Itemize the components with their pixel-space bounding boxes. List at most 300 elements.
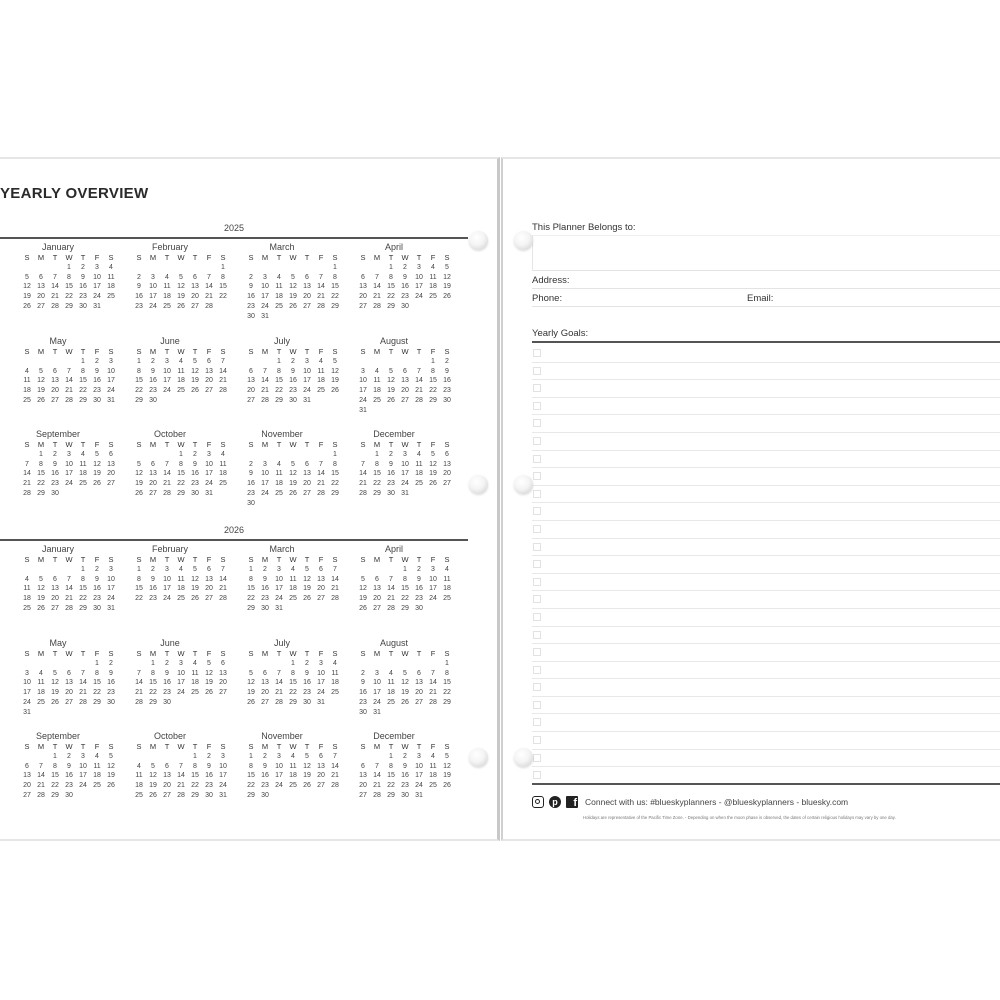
day-cell: 8 bbox=[137, 575, 141, 583]
goal-checkbox[interactable] bbox=[533, 683, 541, 691]
goal-checkbox[interactable] bbox=[533, 578, 541, 586]
day-cell: 10 bbox=[23, 679, 31, 687]
day-cell: 29 bbox=[79, 396, 87, 404]
goal-row[interactable] bbox=[532, 521, 1000, 539]
day-cell: 24 bbox=[149, 302, 157, 310]
day-cell: 20 bbox=[37, 293, 45, 301]
goal-row[interactable] bbox=[532, 697, 1000, 715]
empty-cell bbox=[272, 659, 286, 669]
day-cell: 22 bbox=[429, 387, 437, 395]
day-cell: 22 bbox=[37, 480, 45, 488]
weekday-header: T bbox=[192, 649, 198, 658]
day-cell: 28 bbox=[219, 595, 227, 603]
day-cell: 2 bbox=[249, 273, 253, 281]
goal-row[interactable] bbox=[532, 556, 1000, 574]
day-cell: 22 bbox=[177, 480, 185, 488]
day-cell: 26 bbox=[359, 604, 367, 612]
empty-cell bbox=[258, 659, 272, 669]
goal-row[interactable] bbox=[532, 345, 1000, 363]
weekday-header: M bbox=[373, 555, 381, 564]
day-cell: 8 bbox=[291, 669, 295, 677]
day-cell: 16 bbox=[79, 283, 87, 291]
day-cell: 21 bbox=[205, 293, 213, 301]
day-cell: 10 bbox=[275, 575, 283, 583]
day-cell: 17 bbox=[23, 689, 31, 697]
day-cell: 27 bbox=[261, 698, 269, 706]
day-cell: 27 bbox=[359, 302, 367, 310]
day-cell: 29 bbox=[93, 698, 101, 706]
goal-row[interactable] bbox=[532, 714, 1000, 732]
goal-row[interactable] bbox=[532, 451, 1000, 469]
weekday-header: S bbox=[332, 347, 338, 356]
goal-row[interactable] bbox=[532, 415, 1000, 433]
day-cell: 18 bbox=[317, 377, 325, 385]
goal-checkbox[interactable] bbox=[533, 472, 541, 480]
day-cell: 7 bbox=[221, 357, 225, 365]
day-cell: 25 bbox=[289, 595, 297, 603]
weekday-header: S bbox=[360, 253, 366, 262]
day-cell: 5 bbox=[305, 752, 309, 760]
goal-row[interactable] bbox=[532, 627, 1000, 645]
goal-checkbox[interactable] bbox=[533, 367, 541, 375]
day-cell: 18 bbox=[177, 377, 185, 385]
day-cell: 25 bbox=[317, 387, 325, 395]
day-grid bbox=[356, 555, 451, 614]
day-cell: 16 bbox=[401, 283, 409, 291]
goal-row[interactable] bbox=[532, 433, 1000, 451]
day-cell: 4 bbox=[291, 565, 295, 573]
day-cell: 28 bbox=[317, 489, 325, 497]
day-cell: 2 bbox=[263, 752, 267, 760]
day-cell: 30 bbox=[387, 489, 395, 497]
day-cell: 31 bbox=[93, 302, 101, 310]
day-cell: 1 bbox=[53, 752, 57, 760]
day-cell: 24 bbox=[23, 698, 31, 706]
day-cell: 17 bbox=[401, 470, 409, 478]
day-cell: 31 bbox=[401, 489, 409, 497]
day-cell: 27 bbox=[359, 791, 367, 799]
day-cell: 8 bbox=[333, 460, 337, 468]
day-cell: 4 bbox=[179, 357, 183, 365]
day-cell: 8 bbox=[445, 669, 449, 677]
day-cell: 29 bbox=[79, 604, 87, 612]
day-cell: 21 bbox=[331, 585, 339, 593]
day-cell: 28 bbox=[205, 302, 213, 310]
year-rule bbox=[0, 539, 468, 541]
day-cell: 4 bbox=[319, 357, 323, 365]
day-cell: 30 bbox=[65, 791, 73, 799]
phone-label: Phone: bbox=[532, 293, 563, 304]
day-grid bbox=[20, 649, 115, 718]
goal-row[interactable] bbox=[532, 380, 1000, 398]
day-cell: 7 bbox=[137, 669, 141, 677]
weekday-header: S bbox=[108, 347, 114, 356]
day-cell: 31 bbox=[359, 406, 367, 414]
goal-row[interactable] bbox=[532, 503, 1000, 521]
day-cell: 5 bbox=[193, 357, 197, 365]
owner-name-field[interactable] bbox=[532, 235, 1000, 271]
empty-cell bbox=[48, 263, 62, 273]
day-cell: 15 bbox=[79, 585, 87, 593]
day-cell: 9 bbox=[249, 470, 253, 478]
day-cell: 15 bbox=[135, 585, 143, 593]
goal-row[interactable] bbox=[532, 486, 1000, 504]
day-cell: 24 bbox=[373, 698, 381, 706]
day-cell: 28 bbox=[429, 698, 437, 706]
goal-checkbox[interactable] bbox=[533, 666, 541, 674]
day-cell: 5 bbox=[403, 669, 407, 677]
day-cell: 28 bbox=[37, 791, 45, 799]
goal-checkbox[interactable] bbox=[533, 736, 541, 744]
weekday-header: T bbox=[416, 742, 422, 751]
empty-cell bbox=[356, 659, 370, 669]
day-cell: 12 bbox=[37, 377, 45, 385]
goal-row[interactable] bbox=[532, 662, 1000, 680]
day-cell: 7 bbox=[319, 460, 323, 468]
weekday-header: W bbox=[177, 253, 185, 262]
weekday-header: S bbox=[136, 253, 142, 262]
month-october bbox=[120, 730, 227, 801]
day-cell: 2 bbox=[165, 659, 169, 667]
day-cell: 30 bbox=[107, 698, 115, 706]
day-cell: 29 bbox=[387, 791, 395, 799]
day-cell: 17 bbox=[205, 470, 213, 478]
day-cell: 12 bbox=[93, 460, 101, 468]
day-cell: 30 bbox=[79, 302, 87, 310]
day-cell: 9 bbox=[249, 283, 253, 291]
day-cell: 29 bbox=[247, 791, 255, 799]
goal-checkbox[interactable] bbox=[533, 613, 541, 621]
day-cell: 26 bbox=[205, 689, 213, 697]
day-cell: 11 bbox=[191, 669, 199, 677]
day-cell: 13 bbox=[65, 679, 73, 687]
day-cell: 28 bbox=[373, 302, 381, 310]
weekday-header: S bbox=[24, 440, 30, 449]
weekday-header: T bbox=[164, 649, 170, 658]
day-cell: 28 bbox=[177, 791, 185, 799]
goal-row[interactable] bbox=[532, 574, 1000, 592]
day-cell: 10 bbox=[79, 762, 87, 770]
weekday-header: T bbox=[52, 742, 58, 751]
goal-checkbox[interactable] bbox=[533, 490, 541, 498]
day-cell: 13 bbox=[163, 772, 171, 780]
weekday-header: S bbox=[108, 440, 114, 449]
day-cell: 20 bbox=[317, 772, 325, 780]
day-cell: 24 bbox=[275, 782, 283, 790]
weekday-header: S bbox=[248, 347, 254, 356]
goal-checkbox[interactable] bbox=[533, 631, 541, 639]
day-cell: 5 bbox=[39, 575, 43, 583]
day-cell: 14 bbox=[23, 470, 31, 478]
day-cell: 8 bbox=[151, 669, 155, 677]
day-cell: 10 bbox=[163, 575, 171, 583]
day-cell: 22 bbox=[387, 782, 395, 790]
day-cell: 23 bbox=[205, 782, 213, 790]
weekday-header: S bbox=[360, 555, 366, 564]
month-october bbox=[120, 428, 227, 499]
empty-cell bbox=[20, 450, 34, 460]
goal-checkbox[interactable] bbox=[533, 648, 541, 656]
day-cell: 6 bbox=[67, 669, 71, 677]
empty-cell bbox=[272, 263, 286, 273]
day-cell: 15 bbox=[275, 377, 283, 385]
weekday-header: S bbox=[248, 649, 254, 658]
weekday-header: T bbox=[80, 742, 86, 751]
day-grid bbox=[244, 253, 339, 322]
day-cell: 20 bbox=[205, 585, 213, 593]
goal-row[interactable] bbox=[532, 539, 1000, 557]
day-cell: 24 bbox=[261, 302, 269, 310]
goal-checkbox[interactable] bbox=[533, 701, 541, 709]
day-cell: 14 bbox=[373, 283, 381, 291]
empty-cell bbox=[244, 357, 258, 367]
day-cell: 9 bbox=[137, 283, 141, 291]
day-cell: 21 bbox=[359, 480, 367, 488]
day-grid bbox=[356, 742, 451, 801]
weekday-header: M bbox=[37, 742, 45, 751]
day-cell: 21 bbox=[219, 585, 227, 593]
weekday-header: W bbox=[401, 649, 409, 658]
day-grid bbox=[244, 347, 339, 406]
goal-row[interactable] bbox=[532, 732, 1000, 750]
day-cell: 1 bbox=[95, 659, 99, 667]
weekday-header: W bbox=[65, 440, 73, 449]
month-september bbox=[8, 730, 115, 801]
day-cell: 19 bbox=[93, 470, 101, 478]
day-cell: 14 bbox=[219, 575, 227, 583]
empty-cell bbox=[48, 357, 62, 367]
day-cell: 23 bbox=[163, 689, 171, 697]
day-cell: 13 bbox=[261, 679, 269, 687]
empty-cell bbox=[34, 659, 48, 669]
day-cell: 19 bbox=[51, 689, 59, 697]
day-cell: 28 bbox=[219, 387, 227, 395]
day-cell: 5 bbox=[361, 575, 365, 583]
day-cell: 26 bbox=[247, 698, 255, 706]
day-cell: 7 bbox=[277, 669, 281, 677]
day-cell: 4 bbox=[445, 565, 449, 573]
weekday-header: S bbox=[24, 253, 30, 262]
day-cell: 3 bbox=[95, 263, 99, 271]
empty-cell bbox=[174, 263, 188, 273]
day-cell: 18 bbox=[289, 585, 297, 593]
day-cell: 26 bbox=[37, 396, 45, 404]
day-cell: 11 bbox=[135, 772, 143, 780]
empty-cell bbox=[370, 659, 384, 669]
day-cell: 17 bbox=[149, 293, 157, 301]
goal-checkbox[interactable] bbox=[533, 595, 541, 603]
goal-checkbox[interactable] bbox=[533, 402, 541, 410]
empty-cell bbox=[356, 450, 370, 460]
day-cell: 14 bbox=[51, 283, 59, 291]
goal-row[interactable] bbox=[532, 398, 1000, 416]
day-cell: 26 bbox=[289, 302, 297, 310]
day-cell: 19 bbox=[443, 283, 451, 291]
day-cell: 5 bbox=[305, 565, 309, 573]
weekday-header: F bbox=[318, 649, 324, 658]
day-cell: 22 bbox=[247, 595, 255, 603]
goal-checkbox[interactable] bbox=[533, 349, 541, 357]
day-cell: 26 bbox=[387, 396, 395, 404]
day-cell: 24 bbox=[107, 387, 115, 395]
goal-checkbox[interactable] bbox=[533, 543, 541, 551]
weekday-header: W bbox=[401, 440, 409, 449]
month-name: October bbox=[153, 731, 186, 741]
empty-cell bbox=[48, 659, 62, 669]
day-cell: 31 bbox=[205, 489, 213, 497]
goal-checkbox[interactable] bbox=[533, 754, 541, 762]
day-cell: 11 bbox=[163, 283, 171, 291]
day-cell: 25 bbox=[177, 387, 185, 395]
day-cell: 3 bbox=[109, 357, 113, 365]
month-name: October bbox=[153, 429, 186, 439]
goal-checkbox[interactable] bbox=[533, 525, 541, 533]
weekday-header: S bbox=[220, 555, 226, 564]
day-cell: 27 bbox=[65, 698, 73, 706]
address-line[interactable] bbox=[532, 288, 1000, 289]
day-cell: 23 bbox=[359, 698, 367, 706]
day-cell: 23 bbox=[247, 302, 255, 310]
goal-checkbox[interactable] bbox=[533, 419, 541, 427]
day-cell: 25 bbox=[373, 396, 381, 404]
day-cell: 18 bbox=[23, 387, 31, 395]
weekday-header: T bbox=[80, 555, 86, 564]
instagram-icon bbox=[532, 796, 544, 808]
goal-checkbox[interactable] bbox=[533, 455, 541, 463]
day-cell: 25 bbox=[219, 480, 227, 488]
goal-row[interactable] bbox=[532, 679, 1000, 697]
day-cell: 17 bbox=[303, 377, 311, 385]
empty-cell bbox=[48, 565, 62, 575]
empty-cell bbox=[132, 752, 146, 762]
goal-checkbox[interactable] bbox=[533, 771, 541, 779]
day-cell: 24 bbox=[415, 293, 423, 301]
day-cell: 8 bbox=[249, 575, 253, 583]
day-cell: 7 bbox=[333, 752, 337, 760]
day-cell: 13 bbox=[247, 377, 255, 385]
day-cell: 9 bbox=[151, 575, 155, 583]
day-cell: 1 bbox=[291, 659, 295, 667]
day-cell: 9 bbox=[81, 273, 85, 281]
day-grid bbox=[132, 649, 227, 708]
day-cell: 6 bbox=[305, 460, 309, 468]
empty-cell bbox=[370, 263, 384, 273]
phone-email-line[interactable] bbox=[532, 306, 1000, 307]
day-cell: 21 bbox=[317, 480, 325, 488]
day-cell: 2 bbox=[403, 263, 407, 271]
day-cell: 31 bbox=[317, 698, 325, 706]
weekday-header: W bbox=[401, 742, 409, 751]
weekday-header: W bbox=[289, 347, 297, 356]
day-cell: 28 bbox=[331, 595, 339, 603]
day-cell: 4 bbox=[165, 273, 169, 281]
month-name: January bbox=[41, 544, 75, 554]
weekday-header: W bbox=[65, 742, 73, 751]
goal-checkbox[interactable] bbox=[533, 718, 541, 726]
day-cell: 13 bbox=[23, 772, 31, 780]
weekday-header: F bbox=[206, 253, 212, 262]
day-cell: 20 bbox=[23, 782, 31, 790]
day-cell: 29 bbox=[373, 489, 381, 497]
goal-row[interactable] bbox=[532, 468, 1000, 486]
day-cell: 18 bbox=[429, 772, 437, 780]
day-cell: 5 bbox=[95, 450, 99, 458]
weekday-header: T bbox=[164, 555, 170, 564]
binder-ring-hole bbox=[514, 475, 533, 494]
day-cell: 30 bbox=[93, 604, 101, 612]
day-cell: 17 bbox=[275, 585, 283, 593]
goal-checkbox[interactable] bbox=[533, 507, 541, 515]
day-cell: 12 bbox=[37, 585, 45, 593]
day-cell: 1 bbox=[389, 263, 393, 271]
month-name: November bbox=[261, 429, 303, 439]
day-cell: 5 bbox=[39, 367, 43, 375]
goal-row[interactable] bbox=[532, 591, 1000, 609]
day-cell: 16 bbox=[443, 377, 451, 385]
day-cell: 2 bbox=[95, 357, 99, 365]
day-cell: 7 bbox=[417, 367, 421, 375]
weekday-header: T bbox=[304, 253, 310, 262]
goal-row[interactable] bbox=[532, 609, 1000, 627]
day-cell: 7 bbox=[207, 273, 211, 281]
day-cell: 7 bbox=[375, 762, 379, 770]
day-cell: 31 bbox=[275, 604, 283, 612]
day-cell: 7 bbox=[361, 460, 365, 468]
day-cell: 15 bbox=[219, 283, 227, 291]
day-cell: 23 bbox=[79, 293, 87, 301]
day-cell: 28 bbox=[415, 396, 423, 404]
weekday-header: W bbox=[177, 440, 185, 449]
day-cell: 8 bbox=[431, 367, 435, 375]
day-cell: 27 bbox=[443, 480, 451, 488]
day-cell: 19 bbox=[429, 470, 437, 478]
day-cell: 3 bbox=[25, 669, 29, 677]
goal-checkbox[interactable] bbox=[533, 560, 541, 568]
goal-row[interactable] bbox=[532, 750, 1000, 768]
day-cell: 13 bbox=[303, 470, 311, 478]
day-cell: 25 bbox=[331, 689, 339, 697]
day-cell: 31 bbox=[373, 708, 381, 716]
day-cell: 13 bbox=[443, 460, 451, 468]
weekday-header: M bbox=[261, 253, 269, 262]
day-cell: 9 bbox=[207, 762, 211, 770]
day-cell: 27 bbox=[205, 595, 213, 603]
goal-row[interactable] bbox=[532, 363, 1000, 381]
day-cell: 18 bbox=[135, 782, 143, 790]
weekday-header: S bbox=[332, 555, 338, 564]
weekday-header: W bbox=[401, 555, 409, 564]
goal-row[interactable] bbox=[532, 644, 1000, 662]
day-cell: 23 bbox=[93, 387, 101, 395]
day-cell: 14 bbox=[65, 585, 73, 593]
day-cell: 31 bbox=[107, 396, 115, 404]
day-cell: 25 bbox=[107, 293, 115, 301]
empty-cell bbox=[20, 357, 34, 367]
day-cell: 22 bbox=[373, 480, 381, 488]
day-cell: 6 bbox=[263, 669, 267, 677]
day-cell: 6 bbox=[53, 575, 57, 583]
weekday-header: S bbox=[108, 649, 114, 658]
day-cell: 8 bbox=[375, 460, 379, 468]
day-cell: 25 bbox=[163, 302, 171, 310]
weekday-header: F bbox=[318, 440, 324, 449]
goal-checkbox[interactable] bbox=[533, 384, 541, 392]
day-cell: 11 bbox=[107, 273, 115, 281]
day-cell: 14 bbox=[429, 679, 437, 687]
goal-checkbox[interactable] bbox=[533, 437, 541, 445]
day-cell: 6 bbox=[403, 367, 407, 375]
day-cell: 20 bbox=[443, 470, 451, 478]
